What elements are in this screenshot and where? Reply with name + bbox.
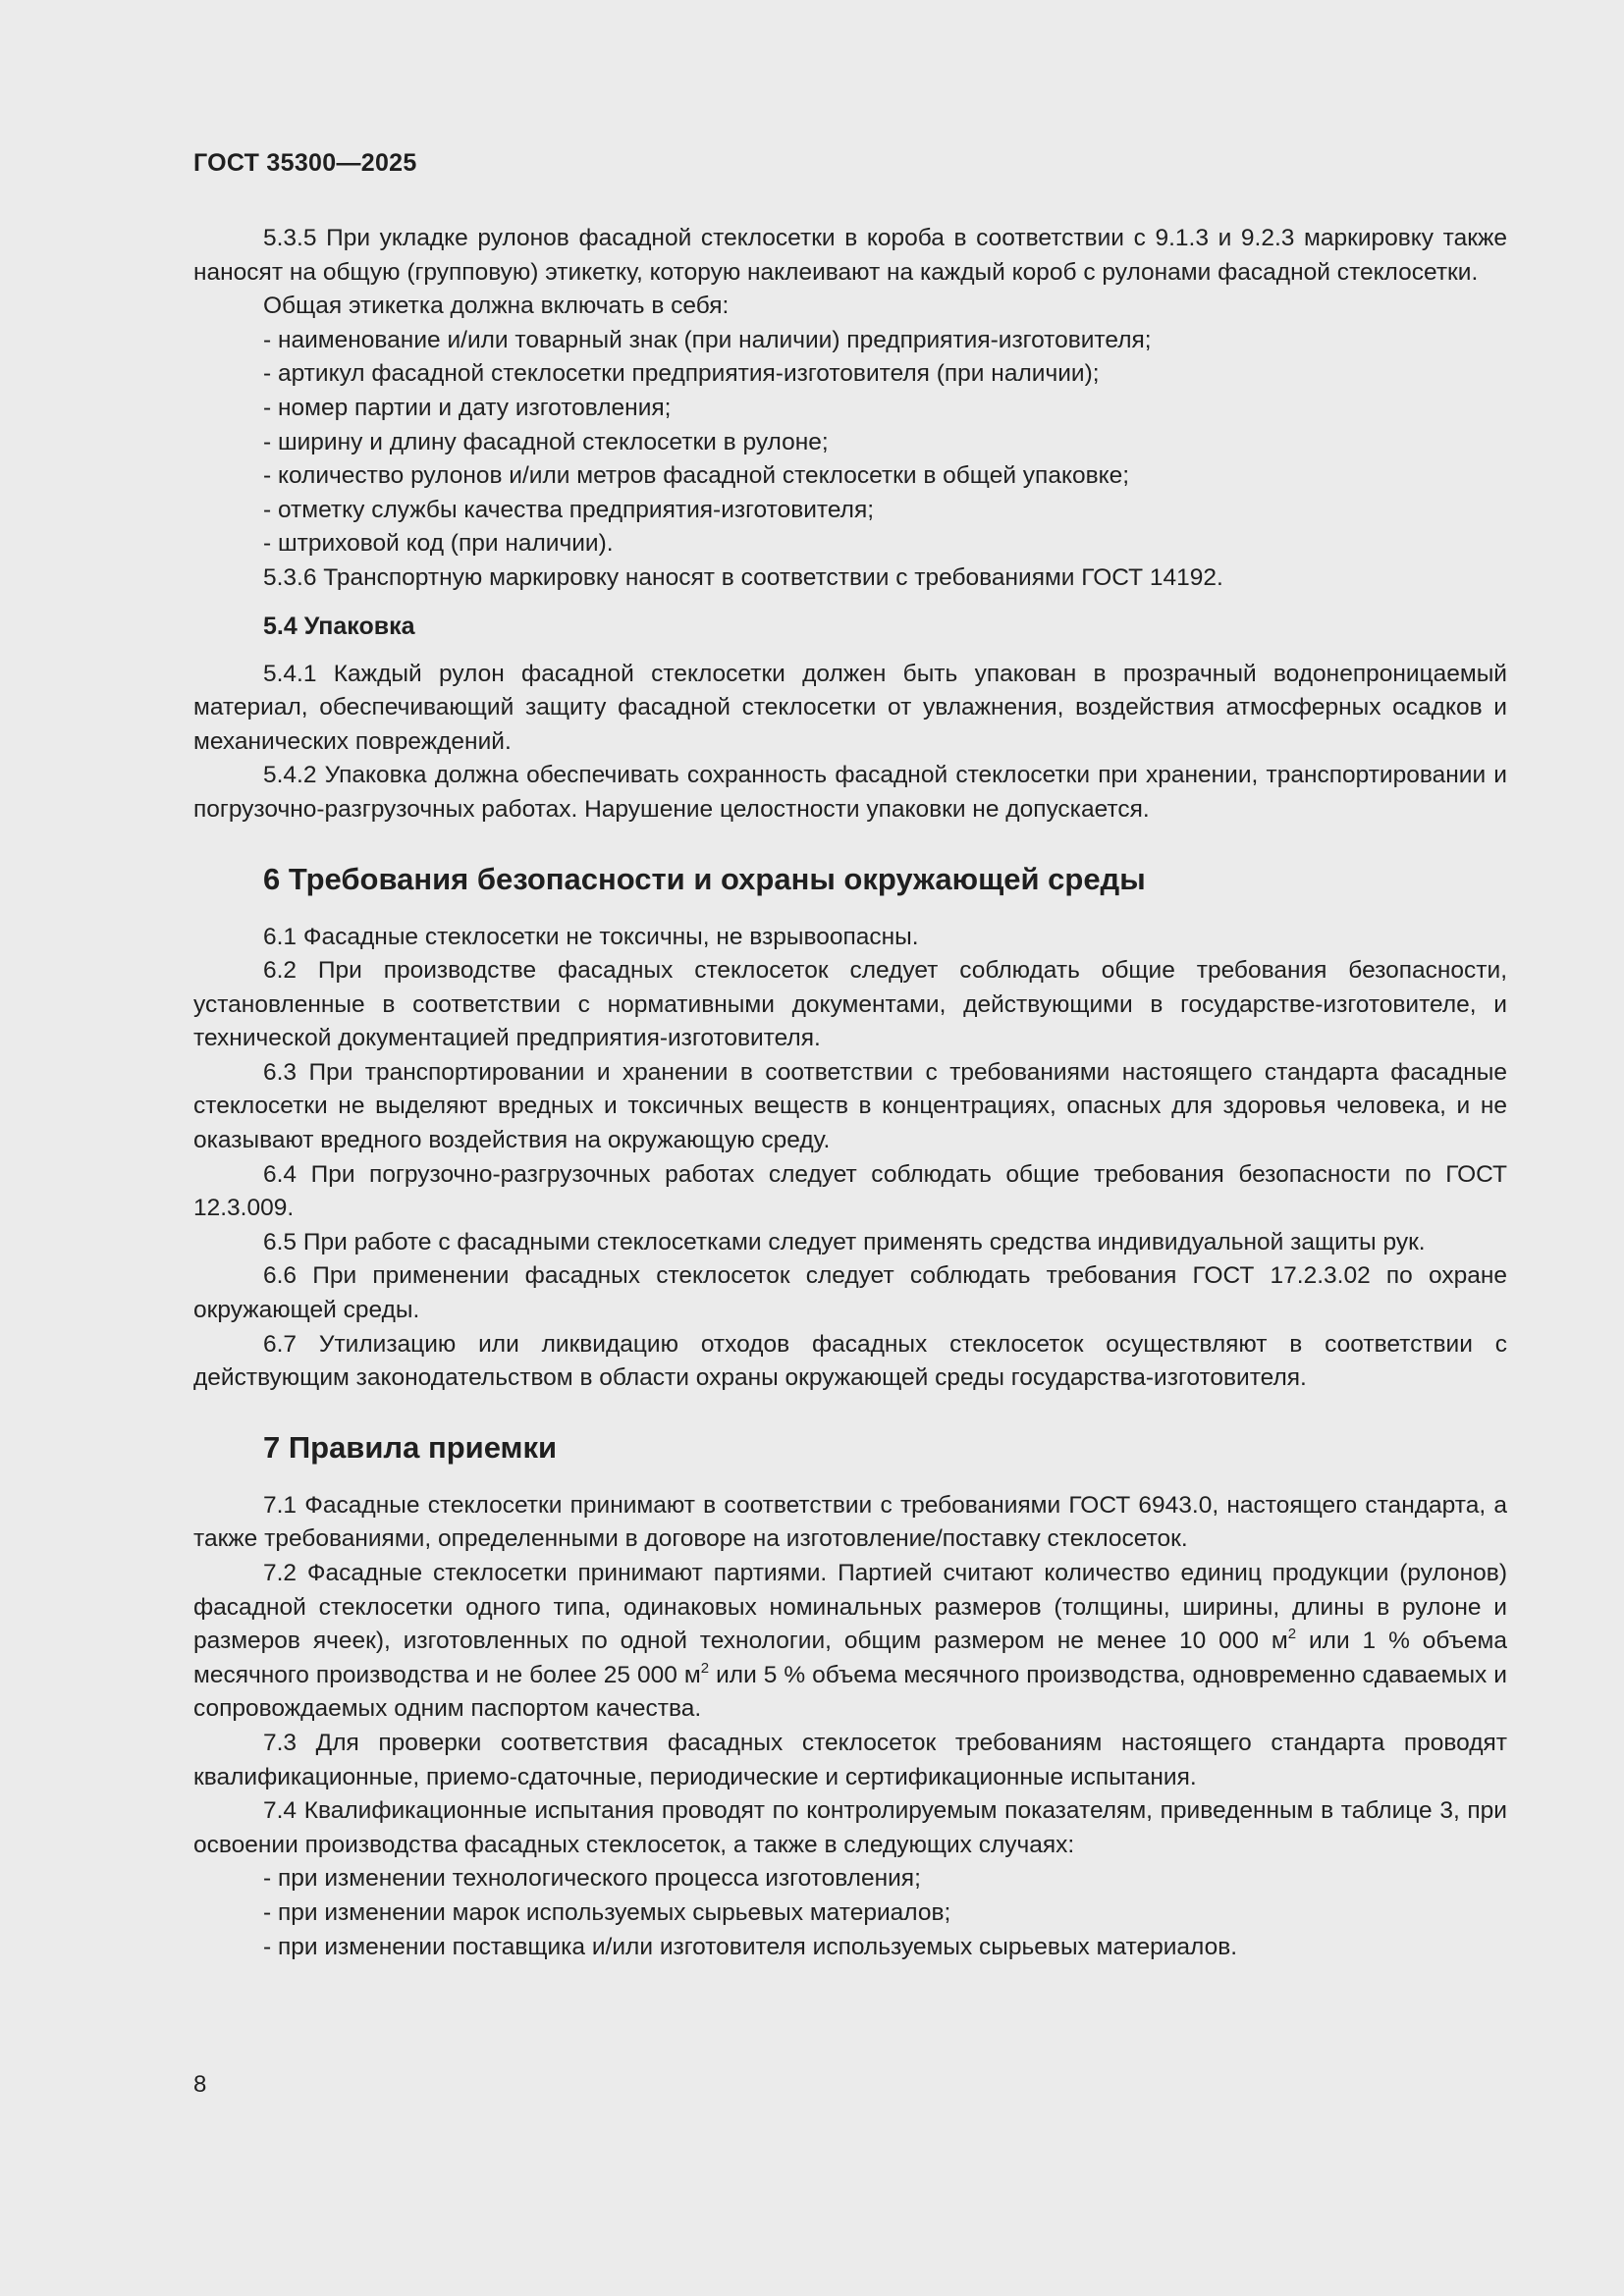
paragraph-6-5: 6.5 При работе с фасадными стеклосетками следует применять средства индивидуальной защиты рук. [263,1228,1426,1255]
list-item: - при изменении технологического процесса изготовления; [263,1865,921,1893]
list-item: - наименование и/или товарный знак (при наличии) предприятия-изготовителя; [263,326,1152,353]
list-item: - отметку службы качества предприятия-изготовителя; [263,496,875,523]
paragraph-6-3: 6.3 При транспортировании и хранении в соответствии с требованиями настоящего стандарта фасадные стеклосетки не выделяют вредных и токсичных веществ в концентрациях, опасных для здоровья человека, и не оказывают вредного воздействия на окружающую среду. [193,1058,1507,1154]
paragraph-5-4-2: 5.4.2 Упаковка должна обеспечивать сохранность фасадной стеклосетки при хранении, транспортировании и погрузочно-разгрузочных работах. Нарушение целостности упаковки не допускается. [193,762,1507,823]
list-item: - при изменении поставщика и/или изготовителя используемых сырьевых материалов. [263,1933,1238,1960]
list-item: - номер партии и дату изготовления; [263,394,672,421]
paragraph-7-1: 7.1 Фасадные стеклосетки принимают в соответствии с требованиями ГОСТ 6943.0, настоящего стандарта, а также требованиями, определенными в договоре на изготовление/поставку стеклосеток. [193,1491,1507,1553]
paragraph-7-2-text: 7.2 Фасадные стеклосетки принимают партиями. Партией считают количество единиц продукции (рулонов) фасадной стеклосетки одного типа, одинаковых номинальных размеров (толщины, ширины, длины в рулоне и размеров ячеек), изготовленных по одной технологии, общим размером не менее 10 000 м [193,1560,1507,1655]
paragraph-5-3-5: 5.3.5 При укладке рулонов фасадной стеклосетки в короба в соответствии с 9.1.3 и 9.2.3 маркировку также наносят на общую (групповую) этикетку, которую наклеивают на каждый короб с рулонами фасадной стеклосетки. [193,225,1507,286]
superscript: 2 [700,1659,710,1677]
paragraph-6-1: 6.1 Фасадные стеклосетки не токсичны, не взрывоопасны. [263,923,919,950]
section-heading-7: 7 Правила приемки [263,1429,558,1465]
list-item: - ширину и длину фасадной стеклосетки в рулоне; [263,428,829,455]
paragraph-7-3: 7.3 Для проверки соответствия фасадных стеклосеток требованиям настоящего стандарта проводят квалификационные, приемо-сдаточные, периодические и сертификационные испытания. [193,1729,1507,1790]
paragraph-7-2-text: или 1 % объема месячного производства и не более 25 000 м [193,1628,1507,1688]
superscript: 2 [1287,1626,1297,1643]
list-item: - количество рулонов и/или метров фасадной стеклосетки в общей упаковке; [263,462,1130,490]
list-item: - артикул фасадной стеклосетки предприятия-изготовителя (при наличии); [263,360,1100,388]
document-header: ГОСТ 35300—2025 [193,149,417,177]
paragraph-7-2-text: или 5 % объема месячного производства, одновременно сдаваемых и сопровождаемых одним паспортом качества. [193,1661,1507,1723]
label-intro: Общая этикетка должна включать в себя: [263,293,730,320]
paragraph-7-4: 7.4 Квалификационные испытания проводят по контролируемым показателям, приведенным в таблице 3, при освоении производства фасадных стеклосеток, а также в следующих случаях: [193,1797,1507,1858]
list-item: - при изменении марок используемых сырьевых материалов; [263,1898,951,1926]
document-body [193,222,1507,1964]
list-item: - штриховой код (при наличии). [263,530,614,558]
paragraph-6-6: 6.6 При применении фасадных стеклосеток следует соблюдать требования ГОСТ 17.2.3.02 по охране окружающей среды. [193,1262,1507,1324]
paragraph-6-2: 6.2 При производстве фасадных стеклосеток следует соблюдать общие требования безопасности, установленные в соответствии с нормативными документами, действующими в государстве-изготовителе, и технической документацией предприятия-изготовителя. [193,957,1507,1052]
page-number: 8 [193,2071,207,2098]
subsection-heading-5-4: 5.4 Упаковка [263,612,415,640]
paragraph-5-4-1: 5.4.1 Каждый рулон фасадной стеклосетки должен быть упакован в прозрачный водонепроницаемый материал, обеспечивающий защиту фасадной стеклосетки от увлажнения, воздействия атмосферных осадков и механических повреждений. [193,660,1507,755]
paragraph-6-4: 6.4 При погрузочно-разгрузочных работах следует соблюдать общие требования безопасности по ГОСТ 12.3.009. [193,1160,1507,1222]
paragraph-5-3-6: 5.3.6 Транспортную маркировку наносят в соответствии с требованиями ГОСТ 14192. [263,563,1223,591]
paragraph-7-2 [193,1557,1507,1727]
section-heading-6: 6 Требования безопасности и охраны окружающей среды [263,861,1146,896]
paragraph-6-7: 6.7 Утилизацию или ликвидацию отходов фасадных стеклосеток осуществляют в соответствии с действующим законодательством в области охраны окружающей среды государства-изготовителя. [193,1330,1507,1392]
